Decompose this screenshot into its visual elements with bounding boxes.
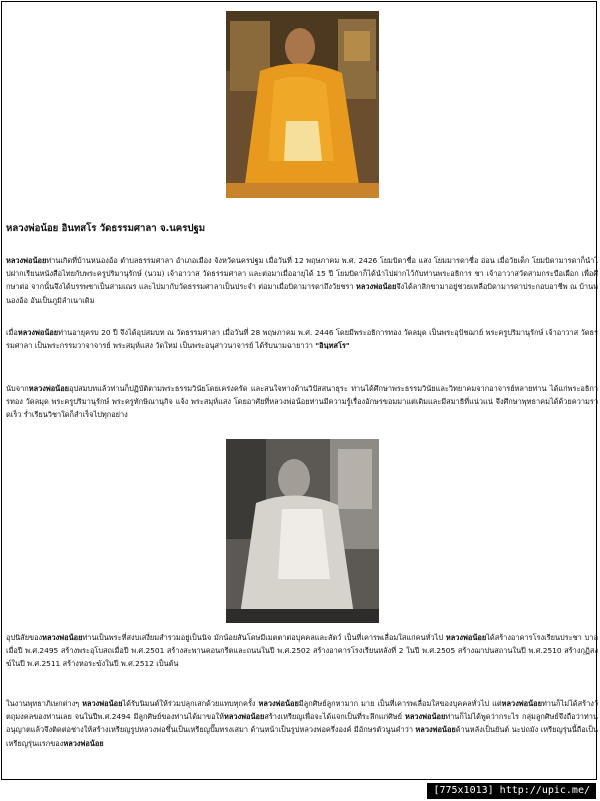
- paragraph-text: จึงได้ลาสิกขามาอยู่ช่วยเหลือบิดามารดาประกอบอาชีพ ณ บ้านหนองอ้อ อันเป็นภูมิลำเนาเดิม: [6, 282, 598, 305]
- monk-name-bold: หลวงพ่อน้อย: [356, 282, 397, 292]
- monk-name-bold: หลวงพ่อน้อย: [501, 699, 542, 708]
- monk-name-bold: หลวงพ่อน้อย: [82, 699, 123, 708]
- monk-name-bold: หลวงพ่อน้อย: [415, 725, 456, 735]
- monk-name-bold: หลวงพ่อน้อย: [445, 633, 487, 642]
- paragraph-text: สร้างเหรียญเพื่อจะได้แจกเป็นที่ระลึกแก่ศิษย์: [264, 712, 402, 722]
- paragraph-text: ท่านเป็นพระที่สงบเสงี่ยมสำรวมอยู่เป็นนิจ มักน้อยสันโดษมีเมตตาต่อบุคคลและสัตว์ เป็นที่เคารพเลื่อมใสแก่คนทั่วไป: [82, 633, 444, 642]
- paragraph-amulets: [6, 697, 598, 769]
- monk-portrait-bw-photo: [226, 439, 379, 623]
- paragraph-text: ท่านก็ไม่ได้พูดว่ากระไร กลุ่มลูกศิษย์จึงถือว่าท่านอนุญาตแล้วจึงติดต่อช่างให้สร้างเหรียญรูปหลวงพ่อขึ้นเป็นเหรียญปั๊มทรงเสมา ด้านหน้าเป็นรูปหลวงพ่อครึ่งองค์ มีอักษรตัวนูนคำว่า: [6, 712, 598, 735]
- monk-name-bold: หลวงพ่อน้อย: [42, 633, 83, 642]
- monk-portrait-color-photo: [226, 11, 379, 198]
- monk-portrait-color-image: [226, 11, 379, 198]
- paragraph-character-works: [6, 631, 598, 675]
- paragraph-text: ในงานพุทธาภิเษกต่างๆ: [6, 699, 80, 708]
- monk-name-bold: หลวงพ่อน้อย: [258, 699, 299, 708]
- paragraph-text: ได้รับนิมนต์ให้ร่วมปลุกเสกด้วยแทบทุกครั้ง: [122, 699, 256, 708]
- monk-name-bold: หลวงพ่อน้อย: [6, 256, 47, 265]
- monk-name-bold: หลวงพ่อน้อย: [17, 328, 59, 337]
- page-frame: [1, 1, 597, 780]
- paragraph-text: นับจาก: [6, 384, 29, 393]
- monk-name-bold: หลวงพ่อน้อย: [224, 712, 265, 722]
- paragraph-ordination: [6, 326, 598, 366]
- paragraph-practice: [6, 382, 598, 422]
- monk-name-bold: หลวงพ่อน้อย: [28, 384, 69, 393]
- paragraph-biography-1: [6, 254, 598, 312]
- paragraph-text: อุปนิสัยของ: [6, 633, 43, 642]
- paragraph-text: เมื่อ: [6, 328, 18, 337]
- paragraph-text: ท่านอายุครบ 20 ปี จึงได้อุปสมบท ณ วัดธรรมศาลา เมื่อวันที่ 28 พฤษภาคม พ.ศ. 2446 โดยมีพระอธิการทอง วัดลมุด เป็นพระอุปัชฌาย์ พระครูปริมานุรักษ์ เจ้าอาวาส วัดธรรมศาลา เป็นพระกรรมวาจาจารย์ พระสมุห์แสง วัดใหม่ เป็นพระอนุสาวนาจารย์ ได้รับนามฉายาว่า: [6, 328, 598, 351]
- paragraph-text: มีลูกศิษย์ลูกหามาก มาย เป็นที่เคารพเลื่อมใสของบุคคลทั่วไป แต่: [298, 699, 502, 708]
- ordination-name-bold: "อินฺทสโร": [315, 341, 350, 351]
- monk-name-bold: หลวงพ่อน้อย: [404, 712, 446, 722]
- paragraph-text: ท่านก็ไม่ได้สร้างวัตถุมงคลของท่านเลย จนในปีพ.ศ.2494 มีลูกศิษย์ของท่านได้มาขอให้: [6, 699, 598, 722]
- monk-portrait-bw-image: [226, 439, 379, 623]
- paragraph-text: ได้สร้างอาคารโรงเรียนประชา บาลเมื่อปี พ.ศ.2495 สร้างพระอุโบสถเมื่อปี พ.ศ.2501 สร้างสะพานคอนกรีตและถนนในปี พ.ศ.2502 สร้างอาคารโรงเรียนหลังที่ 2 ในปี พ.ศ.2505 สร้างฌาปนสถานในปี พ.ศ.2510 สร้างกุฏิสงฆ์ในปี พ.ศ.2511 สร้างหอระฆังในปี พ.ศ.2512 เป็นต้น: [6, 633, 598, 669]
- monk-name-bold: หลวงพ่อน้อย: [63, 738, 104, 748]
- paragraph-text: อุปสมบทแล้วท่านก็ปฏิบัติตามพระธรรมวินัยโดยเคร่งครัด และสนใจทางด้านวิปัสสนาธุระ ท่านได้ศึกษาพระธรรมวินัยและวิทยาคมจากอาจารย์หลายท่าน ได้แก่พระอธิการทอง วัดลมุด พระครูปริมานุรักษ์ พระครูทักษิณานุกิจ แจ้ง พระสมุห์แสง โดยอาศัยที่หลวงพ่อน้อยท่านมีความรู้เรื่องอักษรขอมมาแต่เดิมและมีสมาธิที่แน่วแน่ จึงศึกษาพุทธาคมได้ด้วยความรวดเร็ว ร่ำเรียนวิชาใดก็สำเร็จไปทุกอย่าง: [6, 384, 598, 420]
- image-host-watermark: [775x1013] http://upic.me/: [427, 783, 596, 799]
- paragraph-text: ด้านหลังเป็นยันต์ นะปถมัง เหรียญรุ่นนี้ถือเป็นเหรียญรุ่นแรกของ: [6, 725, 598, 748]
- page-title: หลวงพ่อน้อย อินทสโร วัดธรรมศาลา จ.นครปฐม: [6, 223, 206, 234]
- paragraph-text: ท่านเกิดที่บ้านหนองอ้อ ตำบลธรรมศาลา อำเภอเมือง จังหวัดนครปฐม เมื่อวันที่ 12 พฤษภาคม พ.ศ. 2426 โยมบิดาชื่อ แสง โยมมารดาชื่อ อ่อน เมื่อวัยเด็ก โยมบิดามารดาก็นำไปฝากเรียนหนังสือไทยกับพระครูปริมานุรักษ์ (นวม) เจ้าอาวาส วัดธรรมศาลา และต่อมาเมื่ออายุได้ 15 ปี โยมบิดาก็ได้นำไปฝากไว้กับท่านพระอธิการ ชา เจ้าอาวาสวัดสามกระบือเผือก เพื่อศึกษาต่อ จากนั้นจึงได้บรรพชาเป็นสามเณร และไปมากับวัดธรรมศาลาเป็นประจำ ต่อมาเมื่อบิดามารดาถึงวัยชรา: [6, 256, 598, 292]
